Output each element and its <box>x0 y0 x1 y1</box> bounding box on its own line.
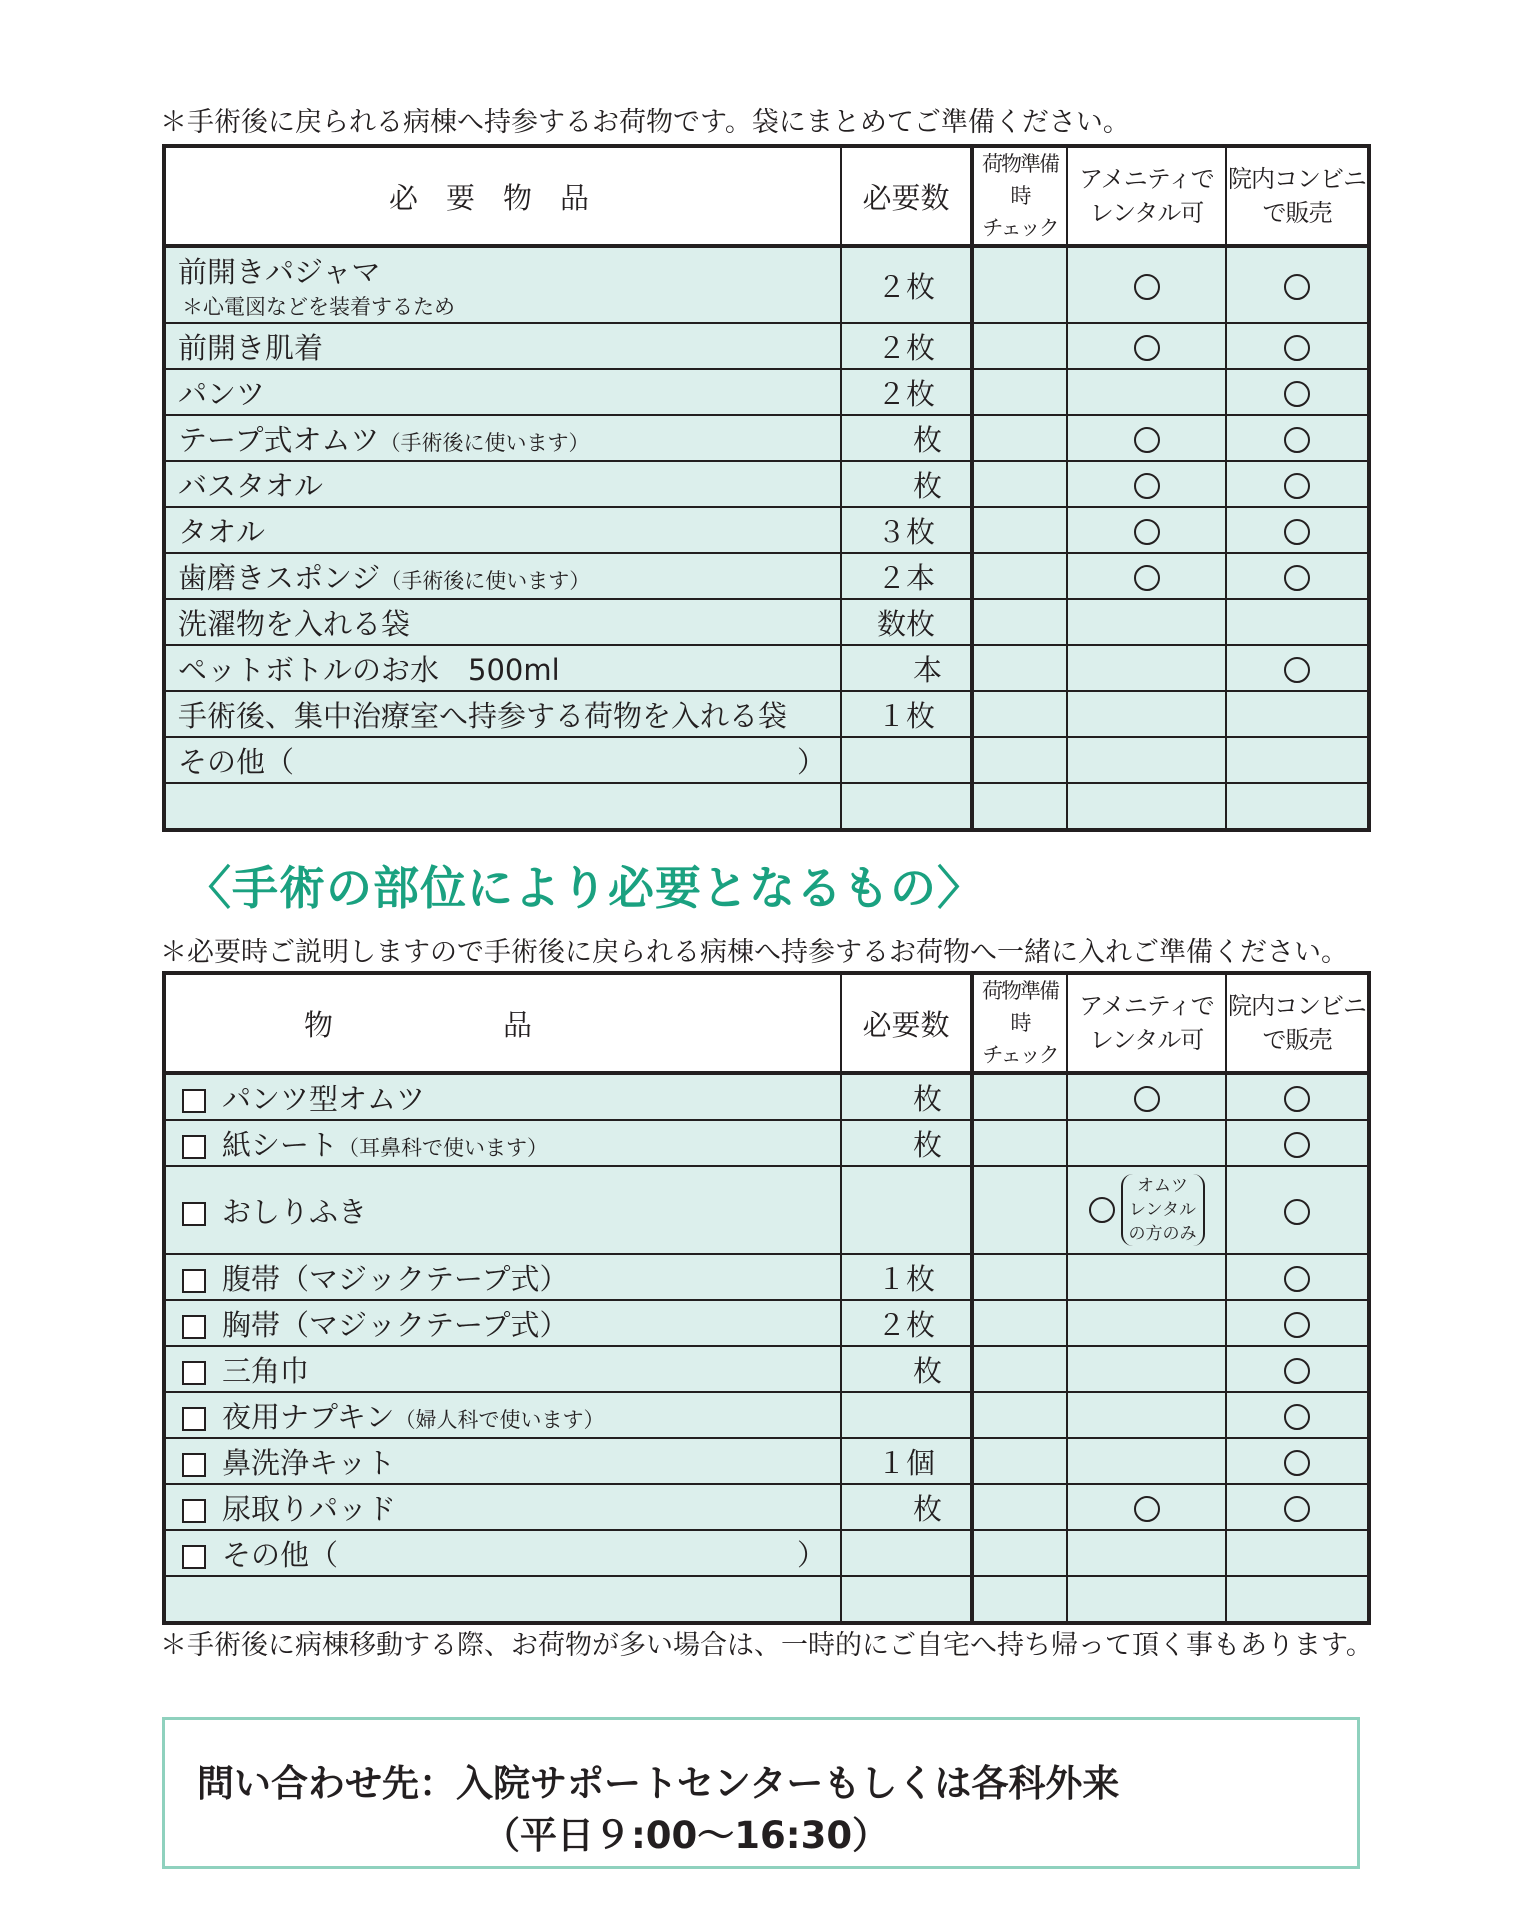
circle-mark <box>1284 1450 1310 1476</box>
qty-value: 枚 <box>912 468 942 503</box>
amenity-cell <box>1067 1484 1226 1530</box>
item-checkbox[interactable] <box>182 1407 206 1431</box>
amenity-cell <box>1067 461 1226 507</box>
check-cell[interactable] <box>972 1576 1067 1623</box>
amenity-cell <box>1067 1254 1226 1300</box>
item-checkbox[interactable] <box>182 1361 206 1385</box>
conveni-cell <box>1226 1392 1369 1438</box>
qty-cell <box>841 1254 972 1300</box>
table-row <box>164 246 1369 323</box>
item-cell <box>164 1576 841 1623</box>
item-cell <box>164 415 841 461</box>
qty-value: ２枚 <box>876 269 935 304</box>
circle-mark <box>1134 1496 1160 1522</box>
circle-mark <box>1284 1404 1310 1430</box>
qty-value: ２本 <box>876 560 935 595</box>
amenity-cell <box>1067 1392 1226 1438</box>
amenity-cell <box>1067 783 1226 830</box>
item-cell <box>164 553 841 599</box>
qty-value: １個 <box>876 1445 935 1480</box>
item-cell <box>164 691 841 737</box>
circle-mark <box>1284 565 1310 591</box>
amenity-cell <box>1067 1166 1226 1254</box>
item-cell <box>164 507 841 553</box>
item-cell <box>164 599 841 645</box>
item-checkbox[interactable] <box>182 1135 206 1159</box>
check-cell[interactable] <box>972 415 1067 461</box>
check-cell[interactable] <box>972 1392 1067 1438</box>
circle-mark <box>1134 427 1160 453</box>
conveni-cell <box>1226 415 1369 461</box>
circle-mark <box>1284 1358 1310 1384</box>
conveni-cell <box>1226 1120 1369 1166</box>
check-cell[interactable] <box>972 1073 1067 1120</box>
table-row <box>164 1300 1369 1346</box>
qty-value: ３枚 <box>876 514 935 549</box>
item-note: （婦人科で使います） <box>394 1407 605 1432</box>
table-row <box>164 737 1369 783</box>
amenity-cell <box>1067 737 1226 783</box>
conveni-cell <box>1226 1530 1369 1576</box>
contact-line1: 問い合わせ先：入院サポートセンターもしくは各科外来 <box>197 1762 1120 1805</box>
check-cell[interactable] <box>972 737 1067 783</box>
item-name: 鼻洗浄キット <box>222 1445 396 1480</box>
item-cell <box>164 369 841 415</box>
item-checkbox[interactable] <box>182 1202 206 1226</box>
conveni-cell <box>1226 737 1369 783</box>
qty-value: 枚 <box>912 1353 942 1388</box>
header-qty: 必要数 <box>841 973 972 1073</box>
amenity-cell <box>1067 645 1226 691</box>
item-name: 夜用ナプキン <box>222 1399 395 1434</box>
note-bottom: ＊手術後に病棟移動する際、お荷物が多い場合は、一時的にご自宅へ持ち帰って頂く事もあります。 <box>160 1630 1373 1661</box>
item-cell <box>164 1346 841 1392</box>
table-row <box>164 1166 1369 1254</box>
conveni-cell <box>1226 783 1369 830</box>
header-qty: 必要数 <box>841 146 972 246</box>
circle-mark <box>1284 1496 1310 1522</box>
item-cell <box>164 1166 841 1254</box>
required-items-table <box>162 144 1371 832</box>
item-name: 前開き肌着 <box>178 330 324 365</box>
item-cell <box>164 1300 841 1346</box>
conveni-cell <box>1226 1576 1369 1623</box>
item-close-paren: ） <box>796 744 826 779</box>
circle-mark <box>1284 473 1310 499</box>
table-row <box>164 507 1369 553</box>
circle-mark <box>1284 427 1310 453</box>
item-name: おしりふき <box>222 1194 368 1229</box>
table-row <box>164 415 1369 461</box>
table-header-row <box>164 146 1369 246</box>
header-check: 荷物準備時 チェック <box>972 973 1067 1073</box>
qty-cell <box>841 415 972 461</box>
section-title: 〈手術の部位により必要となるもの〉 <box>185 861 984 915</box>
header-item: 必要物品 <box>164 146 841 246</box>
qty-value: 本 <box>912 652 942 687</box>
item-checkbox[interactable] <box>182 1499 206 1523</box>
check-cell[interactable] <box>972 691 1067 737</box>
item-name: バスタオル <box>178 468 324 503</box>
amenity-note-line: レンタル <box>1129 1200 1196 1220</box>
check-cell[interactable] <box>972 783 1067 830</box>
qty-value: 枚 <box>912 1081 942 1116</box>
qty-cell <box>841 1530 972 1576</box>
circle-mark <box>1134 274 1160 300</box>
conveni-cell <box>1226 691 1369 737</box>
item-cell <box>164 246 841 323</box>
item-cell <box>164 1530 841 1576</box>
note-top: ＊手術後に戻られる病棟へ持参するお荷物です。袋にまとめてご準備ください。 <box>160 107 1130 138</box>
amenity-note-line: オムツ <box>1137 1176 1188 1196</box>
qty-cell <box>841 1576 972 1623</box>
conveni-cell <box>1226 1346 1369 1392</box>
header-amenity: アメニティで レンタル可 <box>1067 146 1226 246</box>
table-row <box>164 1576 1369 1623</box>
header-check: 荷物準備時 チェック <box>972 146 1067 246</box>
table-row <box>164 645 1369 691</box>
qty-value: １枚 <box>876 698 935 733</box>
conveni-cell <box>1226 246 1369 323</box>
conveni-cell <box>1226 1484 1369 1530</box>
circle-mark <box>1284 1199 1310 1225</box>
item-checkbox[interactable] <box>182 1089 206 1113</box>
item-cell <box>164 1392 841 1438</box>
note-mid: ＊必要時ご説明しますので手術後に戻られる病棟へ持参するお荷物へ一緒に入れご準備ください。 <box>160 937 1348 968</box>
table-row <box>164 783 1369 830</box>
item-cell <box>164 783 841 830</box>
table-row <box>164 323 1369 369</box>
item-name: 胸帯（マジックテープ式） <box>222 1307 569 1342</box>
table-row <box>164 1438 1369 1484</box>
qty-value: 数枚 <box>876 606 935 641</box>
qty-cell <box>841 1392 972 1438</box>
table-row <box>164 1346 1369 1392</box>
item-cell <box>164 1484 841 1530</box>
circle-mark <box>1284 335 1310 361</box>
check-cell[interactable] <box>972 599 1067 645</box>
item-subnote: ＊心電図などを装着するため <box>182 294 455 319</box>
check-cell[interactable] <box>972 1120 1067 1166</box>
item-name: 腹帯（マジックテープ式） <box>222 1261 569 1296</box>
circle-mark <box>1134 1086 1160 1112</box>
qty-value: ２枚 <box>876 376 935 411</box>
check-cell[interactable] <box>972 1254 1067 1300</box>
amenity-cell <box>1067 1530 1226 1576</box>
item-cell <box>164 323 841 369</box>
table-row <box>164 1484 1369 1530</box>
table-row <box>164 461 1369 507</box>
qty-cell <box>841 323 972 369</box>
table-row <box>164 553 1369 599</box>
conveni-cell <box>1226 553 1369 599</box>
item-name: 紙シート <box>222 1127 339 1162</box>
circle-mark <box>1284 1266 1310 1292</box>
amenity-cell <box>1067 1346 1226 1392</box>
table-row <box>164 691 1369 737</box>
qty-cell <box>841 1484 972 1530</box>
amenity-cell <box>1067 1438 1226 1484</box>
conveni-cell <box>1226 323 1369 369</box>
qty-value: ２枚 <box>876 330 935 365</box>
amenity-cell <box>1067 599 1226 645</box>
circle-mark <box>1284 657 1310 683</box>
circle-mark <box>1134 565 1160 591</box>
table-row <box>164 1392 1369 1438</box>
conveni-cell <box>1226 645 1369 691</box>
circle-mark <box>1284 381 1310 407</box>
table-row <box>164 1530 1369 1576</box>
qty-value: 枚 <box>912 422 942 457</box>
item-name: パンツ型オムツ <box>222 1081 426 1116</box>
table-row <box>164 599 1369 645</box>
item-name: 歯磨きスポンジ <box>178 560 381 595</box>
circle-mark <box>1284 1312 1310 1338</box>
conveni-cell <box>1226 1254 1369 1300</box>
item-name: 三角巾 <box>222 1353 310 1388</box>
check-cell[interactable] <box>972 1484 1067 1530</box>
amenity-cell <box>1067 369 1226 415</box>
header-amenity: アメニティで レンタル可 <box>1067 973 1226 1073</box>
qty-value: 枚 <box>912 1491 942 1526</box>
amenity-cell <box>1067 246 1226 323</box>
amenity-cell <box>1067 1120 1226 1166</box>
check-cell[interactable] <box>972 323 1067 369</box>
circle-mark <box>1284 1132 1310 1158</box>
item-cell <box>164 645 841 691</box>
check-cell[interactable] <box>972 461 1067 507</box>
amenity-cell <box>1067 1300 1226 1346</box>
item-cell <box>164 461 841 507</box>
header-conveni: 院内コンビニ で販売 <box>1226 146 1369 246</box>
qty-cell <box>841 507 972 553</box>
item-cell <box>164 1438 841 1484</box>
check-cell[interactable] <box>972 1346 1067 1392</box>
amenity-cell <box>1067 691 1226 737</box>
qty-cell <box>841 369 972 415</box>
check-cell[interactable] <box>972 1438 1067 1484</box>
table-row <box>164 369 1369 415</box>
circle-mark <box>1284 519 1310 545</box>
amenity-cell <box>1067 1576 1226 1623</box>
item-name: その他（ <box>178 744 295 779</box>
amenity-note <box>1089 1174 1205 1246</box>
check-cell[interactable] <box>972 507 1067 553</box>
item-name: タオル <box>178 514 266 549</box>
qty-value: 枚 <box>912 1127 942 1162</box>
item-name: 前開きパジャマ <box>178 254 381 289</box>
qty-cell <box>841 1073 972 1120</box>
item-note: （手術後に使います） <box>380 568 591 593</box>
item-name: その他（ <box>222 1537 339 1572</box>
item-close-paren: ） <box>796 1537 826 1572</box>
check-cell[interactable] <box>972 369 1067 415</box>
conveni-cell <box>1226 507 1369 553</box>
contact-hours: （平日９:00～16:30） <box>483 1814 890 1857</box>
item-cell <box>164 737 841 783</box>
qty-cell <box>841 1346 972 1392</box>
item-name: テープ式オムツ <box>178 422 380 457</box>
circle-mark <box>1284 1086 1310 1112</box>
amenity-note-text <box>1121 1174 1205 1246</box>
circle-mark <box>1284 274 1310 300</box>
amenity-cell <box>1067 415 1226 461</box>
item-checkbox[interactable] <box>182 1453 206 1477</box>
item-name: ペットボトルのお水 500ml <box>178 652 560 687</box>
qty-cell <box>841 1166 972 1254</box>
qty-cell <box>841 461 972 507</box>
conveni-cell <box>1226 461 1369 507</box>
conveni-cell <box>1226 599 1369 645</box>
item-note: （耳鼻科で使います） <box>338 1135 549 1160</box>
item-cell <box>164 1073 841 1120</box>
item-checkbox[interactable] <box>182 1269 206 1293</box>
table-row <box>164 1120 1369 1166</box>
conveni-cell <box>1226 1300 1369 1346</box>
header-conveni: 院内コンビニ で販売 <box>1226 973 1369 1073</box>
qty-cell <box>841 645 972 691</box>
circle-mark <box>1134 519 1160 545</box>
conveni-cell <box>1226 1166 1369 1254</box>
item-cell <box>164 1120 841 1166</box>
qty-cell <box>841 1300 972 1346</box>
conveni-cell <box>1226 1438 1369 1484</box>
item-note: （手術後に使います） <box>379 430 590 455</box>
qty-cell <box>841 1120 972 1166</box>
amenity-note-line: の方のみ <box>1128 1224 1197 1244</box>
item-cell <box>164 1254 841 1300</box>
item-name: パンツ <box>178 376 266 411</box>
table-row <box>164 1073 1369 1120</box>
item-name: 尿取りパッド <box>222 1491 397 1526</box>
item-name: 洗濯物を入れる袋 <box>178 606 411 641</box>
qty-cell <box>841 737 972 783</box>
circle-mark <box>1089 1197 1115 1223</box>
header-item: 物品 <box>164 973 841 1073</box>
check-cell[interactable] <box>972 1166 1067 1254</box>
optional-items-table <box>162 971 1371 1625</box>
qty-cell <box>841 691 972 737</box>
item-name: 手術後、集中治療室へ持参する荷物を入れる袋 <box>178 698 788 733</box>
item-checkbox[interactable] <box>182 1315 206 1339</box>
amenity-cell <box>1067 323 1226 369</box>
amenity-cell <box>1067 507 1226 553</box>
table-header-row <box>164 973 1369 1073</box>
qty-value: ２枚 <box>876 1307 935 1342</box>
qty-cell <box>841 783 972 830</box>
circle-mark <box>1134 335 1160 361</box>
check-cell[interactable] <box>972 553 1067 599</box>
qty-cell <box>841 246 972 323</box>
qty-cell <box>841 553 972 599</box>
qty-cell <box>841 599 972 645</box>
table-row <box>164 1254 1369 1300</box>
item-checkbox[interactable] <box>182 1545 206 1569</box>
amenity-cell <box>1067 1073 1226 1120</box>
contact-box <box>162 1717 1360 1869</box>
conveni-cell <box>1226 1073 1369 1120</box>
check-cell[interactable] <box>972 1300 1067 1346</box>
qty-value: １枚 <box>876 1261 935 1296</box>
conveni-cell <box>1226 369 1369 415</box>
amenity-cell <box>1067 553 1226 599</box>
check-cell[interactable] <box>972 645 1067 691</box>
qty-cell <box>841 1438 972 1484</box>
circle-mark <box>1134 473 1160 499</box>
check-cell[interactable] <box>972 246 1067 323</box>
check-cell[interactable] <box>972 1530 1067 1576</box>
